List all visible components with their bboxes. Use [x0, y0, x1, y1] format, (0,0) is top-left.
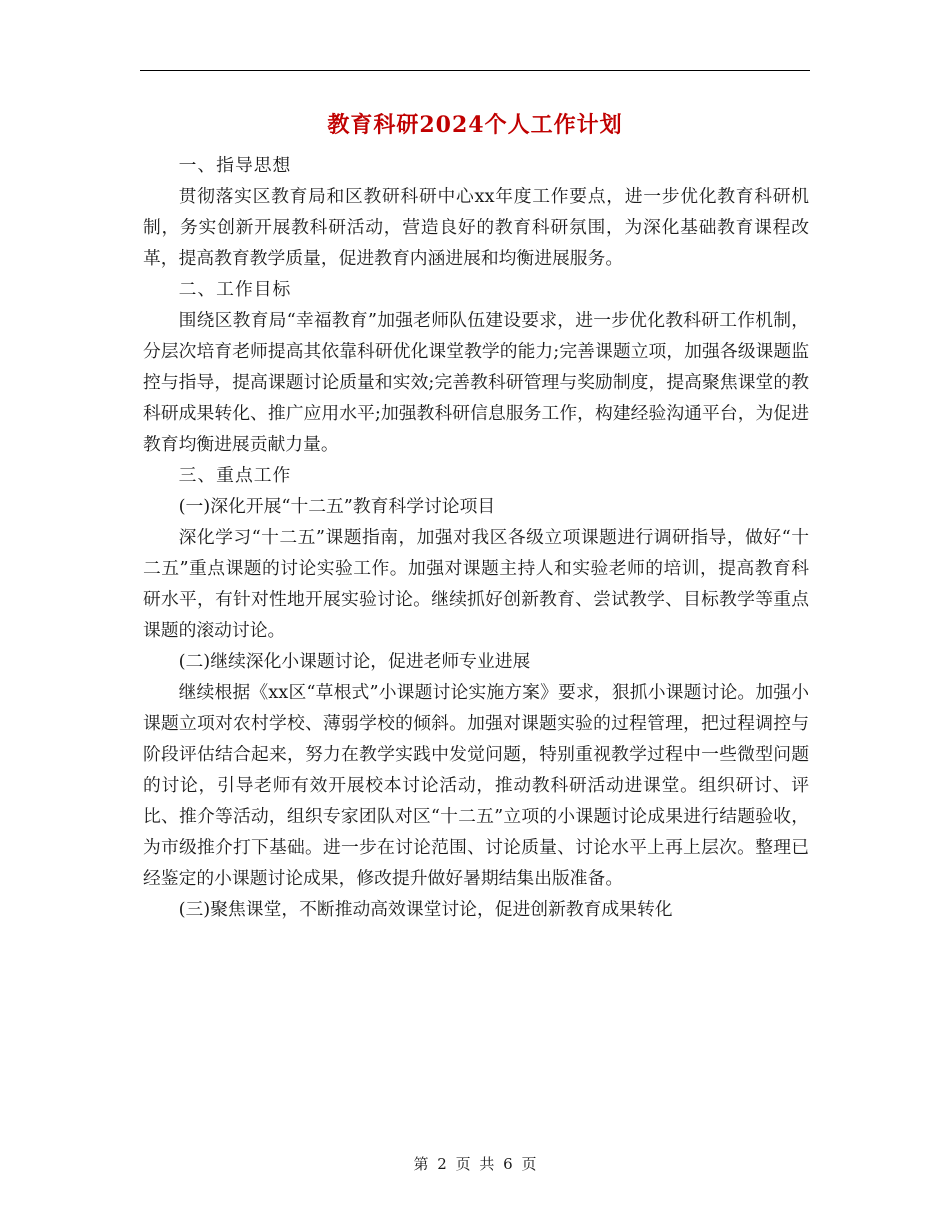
section-heading: 一、指导思想 [178, 155, 292, 176]
document-body [143, 150, 809, 925]
body-paragraph: 围绕区教育局“幸福教育”加强老师队伍建设要求，进一步优化教科研工作机制，分层次培育老师提高其依靠科研优化课堂教学的能力;完善课题立项，加强各级课题监控与指导，提高课题讨论质量和实效;完善教科研管理与奖励制度，提高聚焦课堂的教科研成果转化、推广应用水平;加强教科研信息服务工作，构建经验沟通平台，为促进教育均衡进展贡献力量。 [143, 310, 809, 455]
body-paragraph: 深化学习“十二五”课题指南，加强对我区各级立项课题进行调研指导，做好“十二五”重点课题的讨论实验工作。加强对课题主持人和实验老师的培训，提高教育科研水平，有针对性地开展实验讨论。继续抓好创新教育、尝试教学、目标教学等重点课题的滚动讨论。 [143, 527, 809, 641]
header-rule [140, 70, 810, 71]
subsection-heading: (一)深化开展“十二五”教育科学讨论项目 [178, 496, 496, 517]
section-heading: 三、重点工作 [178, 465, 292, 486]
subsection-heading: (三)聚焦课堂，不断推动高效课堂讨论，促进创新教育成果转化 [178, 899, 673, 920]
section-heading: 二、工作目标 [178, 279, 292, 300]
subsection-heading: (二)继续深化小课题讨论，促进老师专业进展 [178, 651, 531, 672]
body-paragraph: 继续根据《xx区“草根式”小课题讨论实施方案》要求，狠抓小课题讨论。加强小课题立项对农村学校、薄弱学校的倾斜。加强对课题实验的过程管理，把过程调控与阶段评估结合起来，努力在教学实践中发觉问题，特别重视教学过程中一些微型问题的讨论，引导老师有效开展校本讨论活动，推动教科研活动进课堂。组织研讨、评比、推介等活动，组织专家团队对区“十二五”立项的小课题讨论成果进行结题验收，为市级推介打下基础。进一步在讨论范围、讨论质量、讨论水平上再上层次。整理已经鉴定的小课题讨论成果，修改提升做好暑期结集出版准备。 [143, 682, 809, 889]
body-paragraph: 贯彻落实区教育局和区教研科研中心xx年度工作要点，进一步优化教育科研机制，务实创新开展教科研活动，营造良好的教育科研氛围，为深化基础教育课程改革，提高教育教学质量，促进教育内涵进展和均衡进展服务。 [143, 186, 809, 269]
page-number: 第 2 页 共 6 页 [413, 1155, 537, 1173]
document-title: 教育科研2024个人工作计划 [327, 112, 623, 138]
